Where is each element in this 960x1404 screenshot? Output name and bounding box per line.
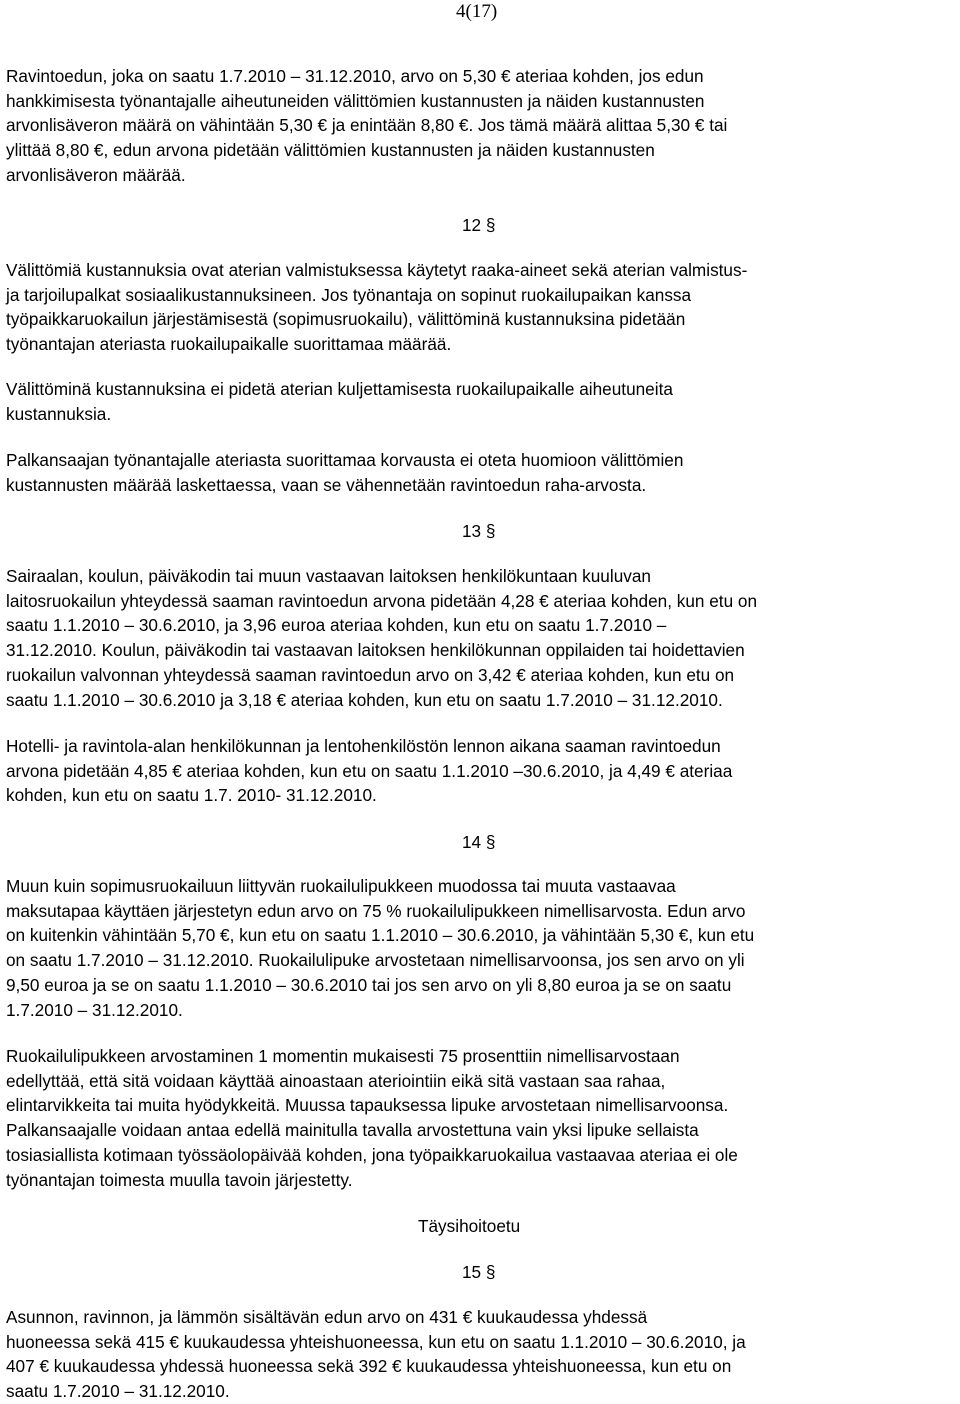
- section-heading-14: 14 §: [462, 832, 496, 852]
- text-line: Muun kuin sopimusruokailuun liittyvän ruokailulipukkeen muodossa tai muuta vastaavaa: [6, 876, 676, 896]
- section-heading-12: 12 §: [462, 215, 496, 235]
- paragraph-9: [6, 1305, 960, 1404]
- text-line: on saatu 1.7.2010 – 31.12.2010. Ruokailulipuke arvostetaan nimellisarvoonsa, jos sen arvo on yli: [6, 950, 745, 971]
- text-line: Sairaalan, koulun, päiväkodin tai muun vastaavan laitoksen henkilökuntaan kuuluvan: [6, 566, 651, 586]
- text-line: 31.12.2010. Koulun, päiväkodin tai vastaavan laitoksen henkilökunnan oppilaiden tai hoidettavien: [6, 640, 745, 661]
- text-line: Palkansaajalle voidaan antaa edellä mainitulla tavalla arvostettuna vain yksi lipuke sellaista: [6, 1120, 699, 1141]
- section-heading-13: 13 §: [462, 521, 496, 541]
- text-line: 9,50 euroa ja se on saatu 1.1.2010 – 30.6.2010 tai jos sen arvo on yli 8,80 euroa ja se on saatu: [6, 974, 732, 995]
- text-line: on kuitenkin vähintään 5,70 €, kun etu on saatu 1.1.2010 – 30.6.2010, ja vähintään 5,30 €, kun etu: [6, 925, 755, 946]
- section-title: Täysihoitoetu: [418, 1216, 521, 1236]
- text-line: työpaikkaruokailun järjestämisestä (sopimusruokailu), välittöminä kustannuksina pidetään: [6, 309, 686, 330]
- paragraph-3: [6, 377, 960, 426]
- text-line: laitosruokailun yhteydessä saaman ravintoedun arvona pidetään 4,28 € ateriaa kohden, kun etu on: [6, 590, 758, 611]
- text-line: arvonlisäveron määrää.: [6, 164, 186, 185]
- text-line: huoneessa sekä 415 € kuukaudessa yhteishuoneessa, kun etu on saatu 1.1.2010 – 30.6.2010, ja: [6, 1331, 746, 1352]
- text-line: hankkimisesta työnantajalle aiheutuneiden välittömien kustannusten ja näiden kustannusten: [6, 90, 705, 111]
- text-line: Asunnon, ravinnon, ja lämmön sisältävän edun arvo on 431 € kuukaudessa yhdessä: [6, 1307, 648, 1327]
- paragraph-1: [6, 64, 960, 188]
- text-line: Ruokailulipukkeen arvostaminen 1 momentin mukaisesti 75 prosenttiin nimellisarvostaan: [6, 1046, 680, 1066]
- text-line: arvonlisäveron määrä on vähintään 5,30 € ja enintään 8,80 €. Jos tämä määrä alittaa 5,30 € tai: [6, 115, 728, 136]
- text-line: Ravintoedun, joka on saatu 1.7.2010 – 31.12.2010, arvo on 5,30 € ateriaa kohden, jos edun: [6, 66, 704, 86]
- text-line: ruokailun valvonnan yhteydessä saaman ravintoedun arvo on 3,42 € ateriaa kohden, kun etu on: [6, 664, 735, 685]
- paragraph-7: [6, 874, 960, 1022]
- text-line: elintarvikkeita tai muita hyödykkeitä. Muussa tapauksessa lipuke arvostetaan nimellisarvoonsa.: [6, 1095, 729, 1116]
- text-line: kustannusten määrää laskettaessa, vaan se vähennetään ravintoedun raha-arvosta.: [6, 474, 647, 495]
- text-line: maksutapaa käyttäen järjestetyn edun arvo on 75 % ruokailulipukkeen nimellisarvosta. Edun arvo: [6, 900, 746, 921]
- text-line: edellyttää, että sitä voidaan käyttää ainoastaan ateriointiin eikä sitä vastaan saa rahaa,: [6, 1070, 666, 1091]
- page-number: 4(17): [456, 1, 498, 22]
- paragraph-2: [6, 258, 960, 357]
- text-line: Välittöminä kustannuksina ei pidetä aterian kuljettamisesta ruokailupaikalle aiheutuneita: [6, 379, 673, 399]
- paragraph-6: [6, 734, 960, 808]
- paragraph-4: [6, 448, 960, 497]
- paragraph-8: [6, 1044, 960, 1192]
- text-line: Hotelli- ja ravintola-alan henkilökunnan ja lentohenkilöstön lennon aikana saaman ravintoedun: [6, 736, 721, 756]
- section-heading-15: 15 §: [462, 1262, 496, 1282]
- text-line: ylittää 8,80 €, edun arvona pidetään välittömien kustannusten ja näiden kustannusten: [6, 140, 655, 161]
- paragraph-5: [6, 564, 960, 712]
- text-line: saatu 1.7.2010 – 31.12.2010.: [6, 1381, 230, 1402]
- text-line: 407 € kuukaudessa yhdessä huoneessa sekä 392 € kuukaudessa yhteishuoneessa, kun etu on: [6, 1356, 732, 1377]
- text-line: arvona pidetään 4,85 € ateriaa kohden, kun etu on saatu 1.1.2010 –30.6.2010, ja 4,49 € ateriaa: [6, 760, 733, 781]
- text-line: työnantajan ateriasta ruokailupaikalle suorittamaa määrää.: [6, 334, 452, 355]
- text-line: saatu 1.1.2010 – 30.6.2010, ja 3,96 euroa ateriaa kohden, kun etu on saatu 1.7.2010 –: [6, 615, 667, 636]
- text-line: 1.7.2010 – 31.12.2010.: [6, 999, 183, 1020]
- text-line: Välittömiä kustannuksia ovat aterian valmistuksessa käytetyt raaka-aineet sekä aterian valmistus-: [6, 260, 748, 280]
- text-line: tosiasiallista kotimaan työssäolopäivää kohden, jona työpaikkaruokailua vastaavaa ateriaa ei ole: [6, 1144, 738, 1165]
- text-line: ja tarjoilupalkat sosiaalikustannuksineen. Jos työnantaja on sopinut ruokailupaikan kanssa: [6, 284, 692, 305]
- text-line: kohden, kun etu on saatu 1.7. 2010- 31.12.2010.: [6, 785, 377, 806]
- text-line: kustannuksia.: [6, 403, 112, 424]
- text-line: saatu 1.1.2010 – 30.6.2010 ja 3,18 € ateriaa kohden, kun etu on saatu 1.7.2010 – 31.12.2010.: [6, 689, 723, 710]
- text-line: työnantajan toimesta muulla tavoin järjestetty.: [6, 1169, 353, 1190]
- text-line: Palkansaajan työnantajalle ateriasta suorittamaa korvausta ei oteta huomioon välittömien: [6, 450, 684, 470]
